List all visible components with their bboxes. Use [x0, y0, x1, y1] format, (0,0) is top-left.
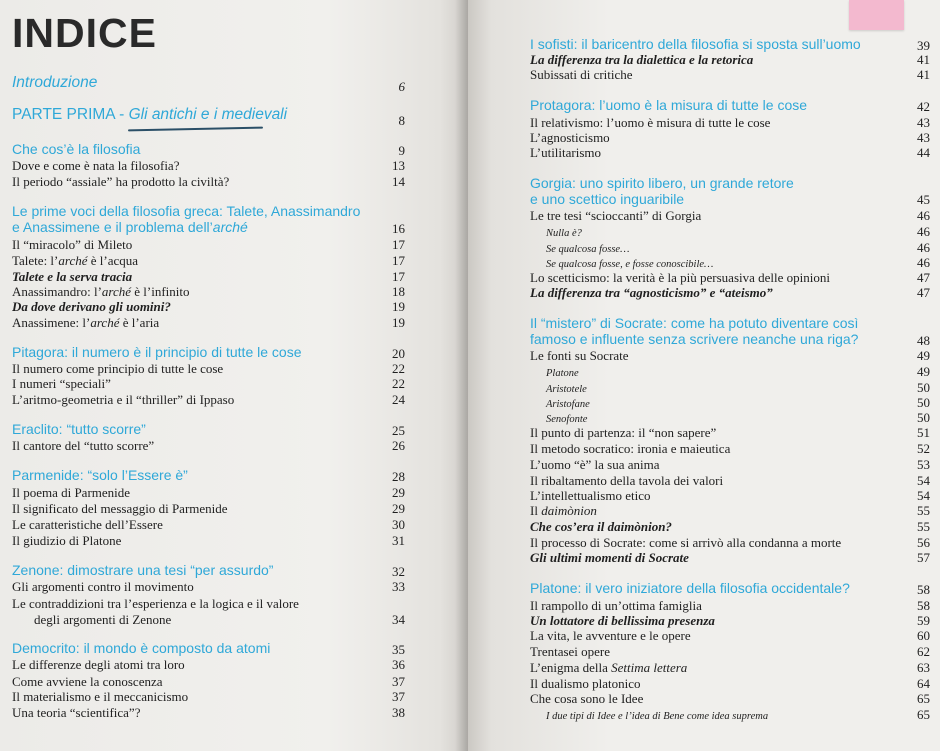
- toc-entry[interactable]: Un lottatore di bellissima presenza 59: [530, 613, 930, 628]
- toc-entry[interactable]: Anassimandro: l’arché è l’infinito 18: [12, 284, 405, 299]
- toc-section-head[interactable]: [530, 97, 930, 113]
- left-page: [0, 0, 468, 751]
- toc-entry[interactable]: La vita, le avventure e le opere 60: [530, 628, 930, 643]
- toc-entry[interactable]: Il daimònion 55: [530, 503, 930, 518]
- toc-entry[interactable]: Il “miracolo” di Mileto 17: [12, 237, 405, 252]
- section-page: 9: [398, 143, 405, 158]
- section-title: Democrito: il mondo è composto da atomi: [12, 640, 271, 656]
- toc-entry[interactable]: Lo scetticismo: la verità è la più persuasiva delle opinioni 47: [530, 270, 930, 285]
- right-page: [468, 0, 940, 751]
- section-title: Che cos’è la filosofia: [12, 141, 141, 157]
- toc-entry[interactable]: Il ribaltamento della tavola dei valori 54: [530, 473, 930, 488]
- toc-section-head[interactable]: [530, 175, 930, 207]
- toc-subentry[interactable]: I due tipi di Idee e l’idea di Bene come idea suprema 65: [546, 707, 930, 722]
- toc-entry[interactable]: Il processo di Socrate: come si arrivò alla condanna a morte 56: [530, 535, 930, 550]
- part-label: Gli antichi e i medievali: [128, 106, 288, 123]
- toc-entry[interactable]: Il materialismo e il meccanicismo 37: [12, 689, 405, 704]
- section-page: 20: [392, 346, 405, 361]
- toc-entry[interactable]: Le tre tesi “scioccanti” di Gorgia 46: [530, 208, 930, 223]
- toc-entry[interactable]: L’uomo “è” la sua anima 53: [530, 457, 930, 472]
- section-title-line1: Il “mistero” di Socrate: come ha potuto diventare così: [530, 315, 859, 331]
- section-title-line1: Le prime voci della filosofia greca: Talete, Anassimandro: [12, 203, 361, 219]
- section-title-line2: e Anassimene e il problema dell’: [12, 219, 213, 235]
- toc-entry[interactable]: Che cosa sono le Idee 65: [530, 691, 930, 706]
- section-page: 39: [917, 38, 930, 53]
- section-title-line1: Gorgia: uno spirito libero, un grande retore: [530, 175, 794, 191]
- toc-entry[interactable]: Il cantore del “tutto scorre” 26: [12, 438, 405, 453]
- section-title: Platone: il vero iniziatore della filosofia occidentale?: [530, 580, 850, 596]
- toc-entry[interactable]: I numeri “speciali” 22: [12, 376, 405, 391]
- toc-entry[interactable]: Una teoria “scientifica”? 38: [12, 705, 405, 720]
- part-page: 8: [398, 113, 405, 128]
- section-title: Pitagora: il numero è il principio di tutte le cose: [12, 344, 302, 360]
- toc-entry[interactable]: Il rampollo di un’ottima famiglia 58: [530, 598, 930, 613]
- toc-entry[interactable]: Gli argomenti contro il movimento 33: [12, 579, 405, 594]
- toc-subentry[interactable]: Senofonte 50: [546, 410, 930, 425]
- toc-section-head[interactable]: Le prime voci della filosofia greca: Talete, Anassimandro e Anassimene e il problema dell’arché 16: [12, 203, 405, 236]
- toc-entry[interactable]: Il giudizio di Platone 31: [12, 533, 405, 548]
- toc-subentry[interactable]: Se qualcosa fosse… 46: [546, 240, 930, 255]
- section-title: Eraclito: “tutto scorre”: [12, 421, 146, 437]
- section-title: Parmenide: “solo l’Essere è”: [12, 467, 188, 483]
- toc-section-head[interactable]: [12, 640, 405, 656]
- section-page: 35: [392, 642, 405, 657]
- toc-entry[interactable]: La differenza tra la dialettica e la retorica 41: [530, 52, 930, 67]
- sticky-note: [849, 0, 904, 30]
- section-title: Protagora: l’uomo è la misura di tutte le cose: [530, 97, 808, 113]
- toc-entry[interactable]: L’enigma della Settima lettera 63: [530, 660, 930, 675]
- toc-subentry[interactable]: Se qualcosa fosse, e fosse conoscibile… 46: [546, 255, 930, 270]
- toc-entry[interactable]: Che cos’era il daimònion? 55: [530, 519, 930, 534]
- toc-entry[interactable]: La differenza tra “agnosticismo” e “ateismo” 47: [530, 285, 930, 300]
- toc-subentry[interactable]: Aristofane 50: [546, 395, 930, 410]
- toc-subentry[interactable]: Platone 49: [546, 364, 930, 379]
- part-prefix: PARTE PRIMA -: [12, 106, 129, 123]
- section-page: 32: [392, 564, 405, 579]
- toc-entry[interactable]: Le contraddizioni tra l’esperienza e la logica e il valore: [12, 596, 299, 611]
- toc-entry[interactable]: Il dualismo platonico 64: [530, 676, 930, 691]
- section-page: 45: [917, 192, 930, 207]
- toc-section-head[interactable]: [12, 562, 405, 578]
- toc-section-head[interactable]: [12, 467, 405, 483]
- toc-entry[interactable]: Le caratteristiche dell’Essere 30: [12, 517, 405, 532]
- section-page: 48: [917, 333, 930, 348]
- toc-entry[interactable]: L’aritmo-geometria e il “thriller” di Ippaso 24: [12, 392, 405, 407]
- toc-subentry[interactable]: Aristotele 50: [546, 380, 930, 395]
- toc-entry[interactable]: Da dove derivano gli uomini? 19: [12, 299, 405, 314]
- toc-intro[interactable]: [12, 74, 405, 94]
- toc-entry[interactable]: Le fonti su Socrate 49: [530, 348, 930, 363]
- toc-section-head[interactable]: [530, 315, 930, 347]
- toc-section-head[interactable]: [530, 580, 930, 596]
- section-title-line2: e uno scettico inguaribile: [530, 191, 685, 207]
- toc-entry[interactable]: Gli ultimi momenti di Socrate 57: [530, 550, 930, 565]
- toc-section-head[interactable]: [12, 421, 405, 437]
- toc-part-one[interactable]: [12, 106, 405, 128]
- toc-entry[interactable]: Talete: l’arché è l’acqua 17: [12, 253, 405, 268]
- toc-entry[interactable]: L’intellettualismo etico 54: [530, 488, 930, 503]
- toc-subentry[interactable]: Nulla è? 46: [546, 224, 930, 239]
- toc-entry[interactable]: L’utilitarismo 44: [530, 145, 930, 160]
- section-page: 58: [917, 582, 930, 597]
- toc-entry[interactable]: degli argomenti di Zenone 34: [34, 612, 405, 627]
- handwritten-underline: [128, 127, 263, 132]
- toc-entry[interactable]: Le differenze degli atomi tra loro 36: [12, 657, 405, 672]
- toc-entry[interactable]: Trentasei opere 62: [530, 644, 930, 659]
- toc-section-head[interactable]: [530, 36, 930, 52]
- toc-entry[interactable]: Il periodo “assiale” ha prodotto la civiltà? 14: [12, 174, 405, 189]
- intro-label: Introduzione: [12, 74, 98, 91]
- toc-entry[interactable]: Il significato del messaggio di Parmenide 29: [12, 501, 405, 516]
- section-page: 28: [392, 469, 405, 484]
- toc-entry[interactable]: Il punto di partenza: il “non sapere” 51: [530, 425, 930, 440]
- toc-entry[interactable]: Dove e come è nata la filosofia? 13: [12, 158, 405, 173]
- toc-entry[interactable]: Anassimene: l’arché è l’aria 19: [12, 315, 405, 330]
- toc-entry[interactable]: Il relativismo: l’uomo è misura di tutte le cose 43: [530, 115, 930, 130]
- toc-entry[interactable]: Il poema di Parmenide 29: [12, 485, 405, 500]
- intro-page: 6: [398, 79, 405, 94]
- toc-entry[interactable]: Il numero come principio di tutte le cose 22: [12, 361, 405, 376]
- toc-section-head[interactable]: [12, 141, 405, 157]
- toc-entry[interactable]: Subissati di critiche 41: [530, 67, 930, 82]
- toc-entry[interactable]: L’agnosticismo 43: [530, 130, 930, 145]
- page-title: INDICE: [12, 10, 157, 56]
- toc-entry[interactable]: Come avviene la conoscenza 37: [12, 674, 405, 689]
- section-page: 16: [392, 221, 405, 236]
- toc-entry[interactable]: Talete e la serva tracia 17: [12, 269, 405, 284]
- toc-section-head[interactable]: [12, 344, 405, 360]
- section-title-line2: famoso e influente senza scrivere neanche una riga?: [530, 331, 859, 347]
- section-title: Zenone: dimostrare una tesi “per assurdo”: [12, 562, 274, 578]
- section-page: 25: [392, 423, 405, 438]
- toc-entry[interactable]: Il metodo socratico: ironia e maieutica 52: [530, 441, 930, 456]
- section-page: 42: [917, 99, 930, 114]
- section-title: I sofisti: il baricentro della filosofia si sposta sull’uomo: [530, 36, 861, 52]
